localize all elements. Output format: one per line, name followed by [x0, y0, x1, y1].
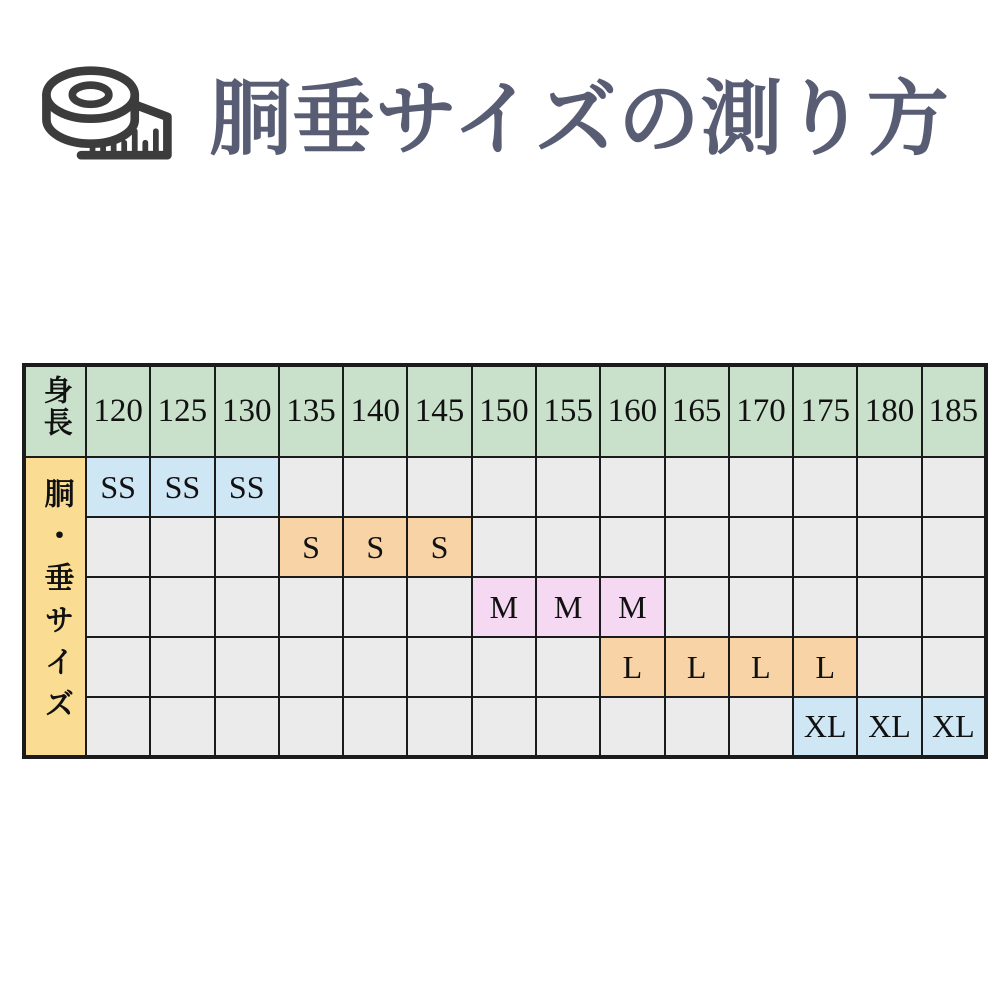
size-row-m [24, 577, 986, 637]
measuring-tape-icon [33, 57, 177, 167]
height-header-cell-150: 150 [472, 365, 536, 457]
empty-cell [600, 697, 664, 757]
empty-cell [343, 457, 407, 517]
size-cell-s-140: S [343, 517, 407, 577]
size-cell-ss-125: SS [150, 457, 214, 517]
empty-cell [343, 637, 407, 697]
empty-cell [857, 637, 921, 697]
empty-cell [150, 577, 214, 637]
empty-cell [343, 697, 407, 757]
height-header-cell-145: 145 [407, 365, 471, 457]
empty-cell [600, 517, 664, 577]
empty-cell [536, 517, 600, 577]
height-header-cell-130: 130 [215, 365, 279, 457]
empty-cell [150, 697, 214, 757]
empty-cell [279, 697, 343, 757]
height-header-cell-120: 120 [86, 365, 150, 457]
size-cell-l-165: L [665, 637, 729, 697]
empty-cell [472, 457, 536, 517]
size-cell-l-160: L [600, 637, 664, 697]
height-header-cell-175: 175 [793, 365, 857, 457]
empty-cell [472, 637, 536, 697]
empty-cell [729, 517, 793, 577]
empty-cell [86, 577, 150, 637]
size-row-l [24, 637, 986, 697]
empty-cell [215, 577, 279, 637]
empty-cell [150, 637, 214, 697]
height-header-row [24, 365, 986, 457]
empty-cell [343, 577, 407, 637]
corner-height-axis-label [24, 365, 86, 457]
height-header-cell-180: 180 [857, 365, 921, 457]
height-header-cell-125: 125 [150, 365, 214, 457]
empty-cell [665, 457, 729, 517]
empty-cell [729, 697, 793, 757]
empty-cell [536, 457, 600, 517]
empty-cell [793, 517, 857, 577]
size-cell-xl-175: XL [793, 697, 857, 757]
height-header-cell-165: 165 [665, 365, 729, 457]
empty-cell [857, 517, 921, 577]
height-header-cell-155: 155 [536, 365, 600, 457]
empty-cell [86, 637, 150, 697]
empty-cell [922, 457, 986, 517]
height-header-cell-135: 135 [279, 365, 343, 457]
empty-cell [793, 577, 857, 637]
size-cell-xl-185: XL [922, 697, 986, 757]
size-cell-m-160: M [600, 577, 664, 637]
empty-cell [407, 457, 471, 517]
size-cell-s-135: S [279, 517, 343, 577]
size-cell-s-145: S [407, 517, 471, 577]
size-cell-m-150: M [472, 577, 536, 637]
empty-cell [215, 637, 279, 697]
empty-cell [793, 457, 857, 517]
empty-cell [215, 517, 279, 577]
empty-cell [150, 517, 214, 577]
side-size-axis-label [24, 457, 86, 757]
size-chart-wrap [22, 363, 988, 759]
size-chart-table [22, 363, 988, 759]
empty-cell [472, 517, 536, 577]
size-row-ss [24, 457, 986, 517]
height-header-cell-185: 185 [922, 365, 986, 457]
page-title: 胴垂サイズの測り方 [209, 73, 950, 165]
height-axis-label-text: 身長 [39, 375, 72, 439]
title-bar [33, 52, 972, 172]
empty-cell [86, 697, 150, 757]
empty-cell [922, 577, 986, 637]
size-cell-ss-120: SS [86, 457, 150, 517]
empty-cell [536, 697, 600, 757]
empty-cell [279, 637, 343, 697]
empty-cell [729, 577, 793, 637]
empty-cell [407, 637, 471, 697]
size-row-s [24, 517, 986, 577]
empty-cell [665, 697, 729, 757]
empty-cell [600, 457, 664, 517]
height-header-cell-140: 140 [343, 365, 407, 457]
empty-cell [857, 457, 921, 517]
empty-cell [665, 517, 729, 577]
empty-cell [922, 637, 986, 697]
empty-cell [922, 517, 986, 577]
empty-cell [665, 577, 729, 637]
empty-cell [215, 697, 279, 757]
empty-cell [536, 637, 600, 697]
size-cell-l-170: L [729, 637, 793, 697]
empty-cell [407, 697, 471, 757]
size-cell-ss-130: SS [215, 457, 279, 517]
empty-cell [279, 577, 343, 637]
height-header-cell-170: 170 [729, 365, 793, 457]
size-cell-xl-180: XL [857, 697, 921, 757]
empty-cell [86, 517, 150, 577]
size-cell-l-175: L [793, 637, 857, 697]
empty-cell [857, 577, 921, 637]
size-cell-m-155: M [536, 577, 600, 637]
empty-cell [407, 577, 471, 637]
empty-cell [472, 697, 536, 757]
size-row-xl [24, 697, 986, 757]
height-header-cell-160: 160 [600, 365, 664, 457]
empty-cell [279, 457, 343, 517]
size-axis-label-text: 胴・垂サイズ [39, 478, 73, 730]
empty-cell [729, 457, 793, 517]
